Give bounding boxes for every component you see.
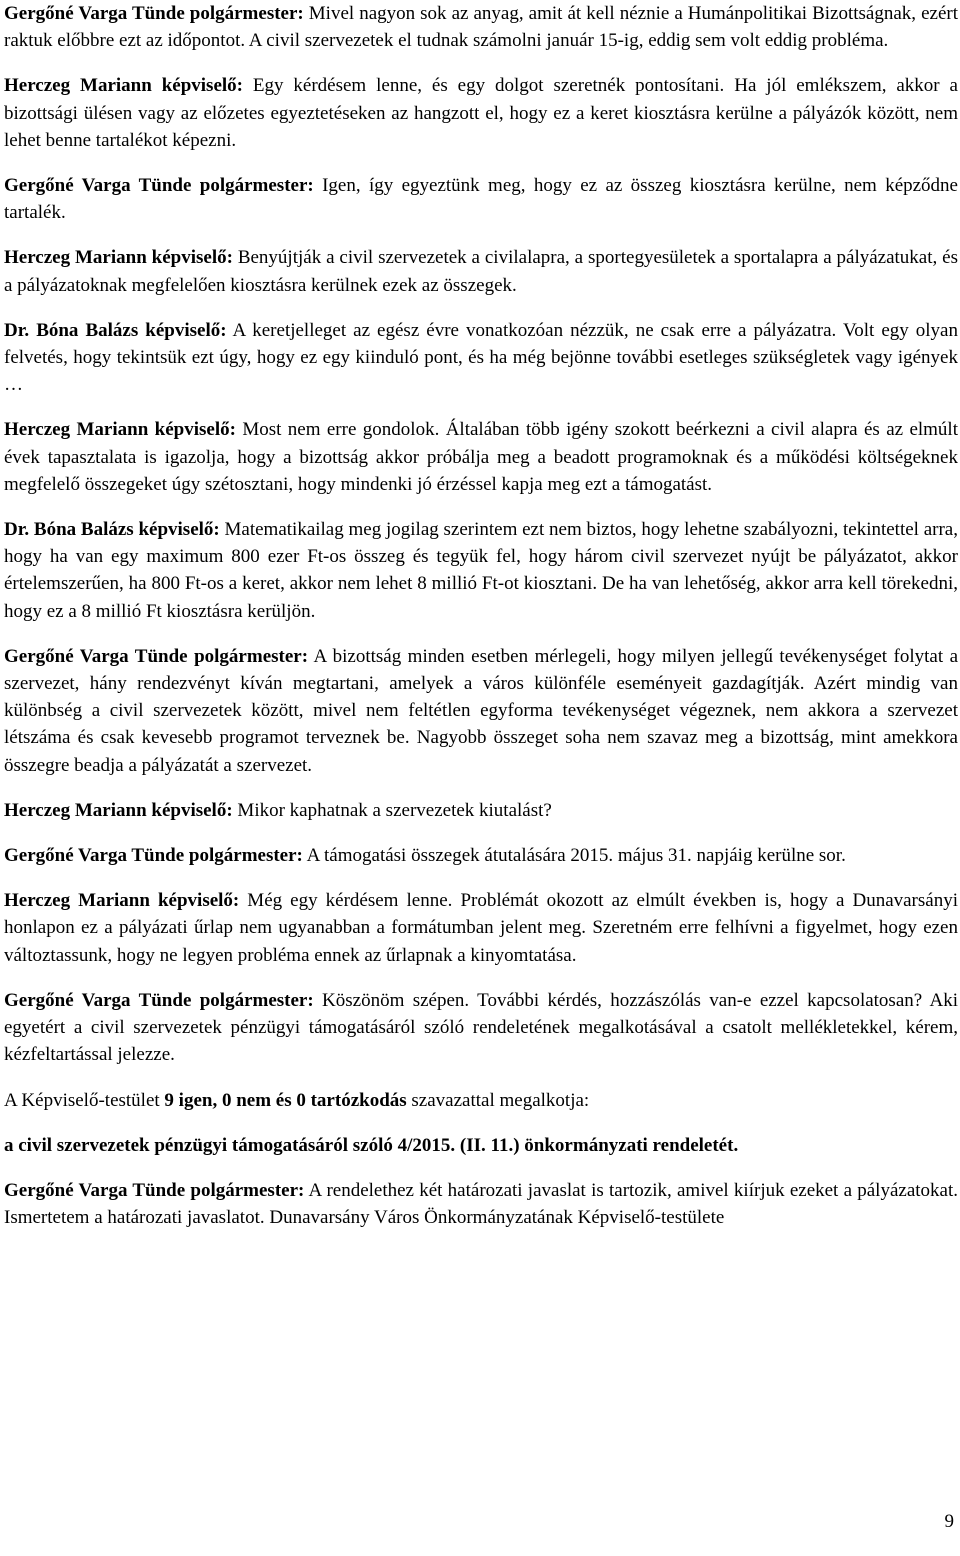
page-number: 9	[944, 1511, 954, 1532]
speaker-name: Gergőné Varga Tünde polgármester:	[4, 845, 303, 867]
paragraph-text: Matematikailag meg jogilag szerintem ezt nem biztos, hogy lehetne szabályozni, tekintettel arra, hogy ha van egy maximum 800 ezer Ft-os összeg és tegyük fel, hogy három civil szervezet nyújt be pályázatot, akkor értelemszerűen, ha 800 Ft-os a keret, akkor nem lehet 8 millió Ft-ot kiosztani. De ha van lehetőség, akkor arra kell törekedni, hogy ez a 8 millió Ft kiosztásra kerüljön.	[4, 519, 958, 622]
speaker-name: Herczeg Mariann képviselő:	[4, 890, 240, 912]
paragraph-10	[4, 842, 958, 869]
paragraph-3	[4, 172, 958, 226]
speaker-name: Dr. Bóna Balázs képviselő:	[4, 319, 227, 341]
paragraph-text: Most nem erre gondolok. Általában több igény szokott beérkezni a civil alapra és az elmúlt évek tapasztalata is igazolja, hogy a bizottság akkor próbálja meg a beadott programoknak és a működési költségeknek megfelelő összegeket úgy szétosztani, hogy mindenki jó érzéssel kapja meg ezt a támogatást.	[4, 419, 958, 495]
speaker-name: Gergőné Varga Tünde polgármester:	[4, 175, 314, 197]
paragraph-9	[4, 797, 958, 824]
vote-result	[4, 1087, 958, 1114]
paragraph-text: A bizottság minden esetben mérlegeli, hogy milyen jellegű tevékenységet folytat a szervezet, hány rendezvényt kíván megtartani, amelyek a város különféle eseményeit gazdagítják. Azért mindig van különbség a civil szervezetek között, mivel nem feltétlen egyforma tevékenységet végeznek, nem akkora a szervezet létszáma és csak kevesebb programot terveznek be. Nagyobb összeget soha nem szavaz meg a bizottság, mint amekkora összegre beadja a pályázatát a szervezet.	[4, 645, 958, 776]
vote-suffix: szavazattal megalkotja:	[406, 1089, 590, 1111]
paragraph-4	[4, 244, 958, 298]
speaker-name: Gergőné Varga Tünde polgármester:	[4, 645, 309, 667]
paragraph-8	[4, 643, 958, 779]
paragraph-7	[4, 516, 958, 625]
paragraph-text: Igen, így egyeztünk meg, hogy ez az összeg kiosztásra kerülne, nem képződne tartalék.	[4, 175, 958, 224]
paragraph-text: A rendelethez két határozati javaslat is tartozik, amivel kiírjuk ezeket a pályázatokat. Ismertetem a határozati javaslatot. Dunavarsány Város Önkormányzatának Képviselő-testülete	[4, 1179, 958, 1229]
paragraph-text: A keretjelleget az egész évre vonatkozóan nézzük, ne csak erre a pályázatra. Volt egy olyan felvetés, hogy tekintsük ezt úgy, hogy ez egy kiinduló pont, és ha még bejönne további esetleges szükségletek vagy igények …	[4, 319, 958, 396]
speaker-name: Dr. Bóna Balázs képviselő:	[4, 519, 220, 541]
paragraph-text: Még egy kérdésem lenne. Problémát okozott az elmúlt években is, hogy a Dunavarsányi honlapon ez a pályázati űrlap nem ugyanabban a formátumban jelent meg. Szeretném erre felhívni a figyelmet, hogy ezen változtassunk, hogy ne legyen probléma ennek az űrlapnak a kinyomtatása.	[4, 890, 958, 966]
paragraph-text: Mivel nagyon sok az anyag, amit át kell néznie a Humánpolitikai Bizottságnak, ezért raktuk előbbre ezt az időpontot. A civil szervezetek el tudnak számolni január 15-ig, eddig sem volt eddig probléma.	[4, 3, 958, 52]
paragraph-12	[4, 987, 958, 1069]
paragraph-text: Köszönöm szépen. További kérdés, hozzászólás van-e ezzel kapcsolatosan? Aki egyetért a civil szervezetek pénzügyi támogatásáról szóló rendeletének megalkotásával a csatolt mellékletekkel, kérem, kézfeltartással jelezze.	[4, 989, 958, 1066]
speaker-name: Herczeg Mariann képviselő:	[4, 75, 243, 97]
speaker-name: Herczeg Mariann képviselő:	[4, 799, 233, 821]
paragraph-1	[4, 0, 958, 54]
paragraph-11	[4, 887, 958, 969]
closing-paragraph	[4, 1177, 958, 1231]
speaker-name: Gergőné Varga Tünde polgármester:	[4, 1179, 305, 1201]
paragraph-text: Benyújtják a civil szervezetek a civilalapra, a sportegyesületek a sportalapra a pályázatukat, és a pályázatoknak megfelelően kiosztásra kerülnek ezek az összegek.	[4, 247, 958, 296]
paragraph-text: Egy kérdésem lenne, és egy dolgot szeretnék pontosítani. Ha jól emlékszem, akkor a bizottsági ülésen vagy az előzetes egyeztetéseken az hangzott el, hogy ez a keret kiosztásra kerülne a pályázók között, nem lehet benne tartalékot képezni.	[4, 75, 958, 151]
speaker-name: Gergőné Varga Tünde polgármester:	[4, 989, 314, 1011]
vote-prefix: A Képviselő-testület	[4, 1089, 165, 1111]
paragraph-text: Mikor kaphatnak a szervezetek kiutalást?	[232, 799, 552, 821]
speaker-name: Herczeg Mariann képviselő:	[4, 247, 233, 269]
speaker-name: Gergőné Varga Tünde polgármester:	[4, 3, 304, 24]
decree-title: a civil szervezetek pénzügyi támogatásáról szóló 4/2015. (II. 11.) önkormányzati rendeletét.	[4, 1134, 739, 1156]
vote-count: 9 igen, 0 nem és 0 tartózkodás	[164, 1089, 407, 1111]
paragraph-text: A támogatási összegek átutalására 2015. május 31. napjáig kerülne sor.	[302, 845, 846, 867]
paragraph-2	[4, 72, 958, 154]
paragraph-6	[4, 416, 958, 498]
paragraph-5	[4, 317, 958, 399]
speaker-name: Herczeg Mariann képviselő:	[4, 419, 236, 441]
